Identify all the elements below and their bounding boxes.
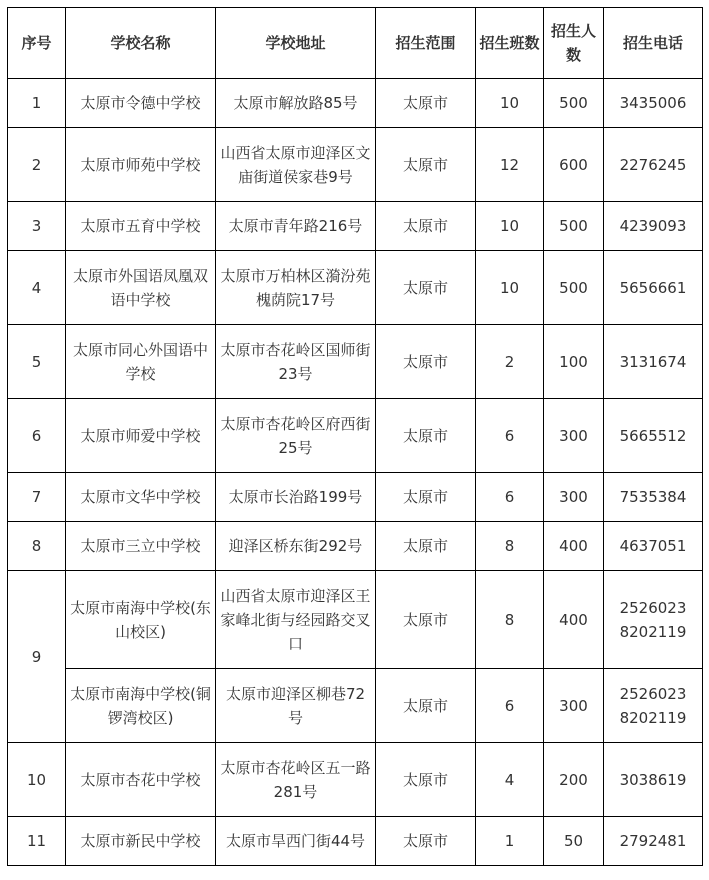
cell-scope: 太原市 xyxy=(376,522,476,571)
table-row xyxy=(8,743,703,817)
table-row xyxy=(8,473,703,522)
header-students: 招生人数 xyxy=(544,8,604,79)
cell-name: 太原市师苑中学校 xyxy=(66,128,216,202)
cell-name: 太原市新民中学校 xyxy=(66,817,216,866)
table-row xyxy=(8,399,703,473)
cell-students: 50 xyxy=(544,817,604,866)
phone-line: 2526023 xyxy=(619,684,687,703)
cell-no: 9 xyxy=(8,571,66,743)
cell-scope: 太原市 xyxy=(376,473,476,522)
cell-no: 6 xyxy=(8,399,66,473)
cell-phone: 2792481 xyxy=(604,817,703,866)
cell-no: 11 xyxy=(8,817,66,866)
cell-students: 600 xyxy=(544,128,604,202)
cell-classes: 10 xyxy=(476,202,544,251)
cell-phone: 5656661 xyxy=(604,251,703,325)
cell-classes: 1 xyxy=(476,817,544,866)
cell-scope: 太原市 xyxy=(376,571,476,669)
header-scope: 招生范围 xyxy=(376,8,476,79)
cell-students: 500 xyxy=(544,202,604,251)
phone-line: 8202119 xyxy=(619,622,687,641)
cell-students: 300 xyxy=(544,669,604,743)
header-phone: 招生电话 xyxy=(604,8,703,79)
cell-phone: 7535384 xyxy=(604,473,703,522)
cell-no: 2 xyxy=(8,128,66,202)
cell-no: 1 xyxy=(8,79,66,128)
cell-phone xyxy=(604,669,703,743)
cell-phone xyxy=(604,571,703,669)
cell-phone: 3131674 xyxy=(604,325,703,399)
cell-phone: 4239093 xyxy=(604,202,703,251)
cell-students: 400 xyxy=(544,571,604,669)
phone-line: 8202119 xyxy=(619,708,687,727)
cell-address: 太原市解放路85号 xyxy=(216,79,376,128)
cell-classes: 2 xyxy=(476,325,544,399)
cell-address: 太原市青年路216号 xyxy=(216,202,376,251)
cell-classes: 6 xyxy=(476,473,544,522)
cell-students: 100 xyxy=(544,325,604,399)
cell-phone: 5665512 xyxy=(604,399,703,473)
cell-phone: 3435006 xyxy=(604,79,703,128)
cell-classes: 10 xyxy=(476,251,544,325)
cell-name: 太原市文华中学校 xyxy=(66,473,216,522)
cell-name: 太原市五育中学校 xyxy=(66,202,216,251)
cell-scope: 太原市 xyxy=(376,669,476,743)
cell-address: 太原市杏花岭区五一路281号 xyxy=(216,743,376,817)
cell-classes: 4 xyxy=(476,743,544,817)
cell-classes: 6 xyxy=(476,669,544,743)
cell-address: 太原市杏花岭区府西街25号 xyxy=(216,399,376,473)
cell-no: 4 xyxy=(8,251,66,325)
cell-students: 500 xyxy=(544,251,604,325)
table-row xyxy=(8,79,703,128)
header-address: 学校地址 xyxy=(216,8,376,79)
header-no: 序号 xyxy=(8,8,66,79)
cell-classes: 10 xyxy=(476,79,544,128)
cell-phone: 4637051 xyxy=(604,522,703,571)
cell-students: 400 xyxy=(544,522,604,571)
header-classes: 招生班数 xyxy=(476,8,544,79)
cell-scope: 太原市 xyxy=(376,743,476,817)
cell-name: 太原市外国语凤凰双语中学校 xyxy=(66,251,216,325)
table-row xyxy=(8,202,703,251)
table-row xyxy=(8,669,703,743)
cell-scope: 太原市 xyxy=(376,79,476,128)
cell-students: 300 xyxy=(544,399,604,473)
cell-name: 太原市令德中学校 xyxy=(66,79,216,128)
cell-name: 太原市杏花中学校 xyxy=(66,743,216,817)
cell-address: 太原市迎泽区柳巷72号 xyxy=(216,669,376,743)
table-row xyxy=(8,522,703,571)
cell-name: 太原市南海中学校(铜锣湾校区) xyxy=(66,669,216,743)
cell-no: 3 xyxy=(8,202,66,251)
cell-students: 300 xyxy=(544,473,604,522)
cell-scope: 太原市 xyxy=(376,128,476,202)
cell-address: 太原市旱西门街44号 xyxy=(216,817,376,866)
cell-classes: 8 xyxy=(476,571,544,669)
phone-line: 2526023 xyxy=(619,598,687,617)
header-row xyxy=(8,8,703,79)
cell-classes: 6 xyxy=(476,399,544,473)
cell-name: 太原市师爱中学校 xyxy=(66,399,216,473)
cell-name: 太原市同心外国语中学校 xyxy=(66,325,216,399)
cell-name: 太原市三立中学校 xyxy=(66,522,216,571)
cell-no: 10 xyxy=(8,743,66,817)
cell-scope: 太原市 xyxy=(376,325,476,399)
enrollment-table xyxy=(7,7,703,866)
cell-no: 5 xyxy=(8,325,66,399)
table-row xyxy=(8,817,703,866)
cell-students: 200 xyxy=(544,743,604,817)
cell-address: 太原市杏花岭区国师街23号 xyxy=(216,325,376,399)
cell-scope: 太原市 xyxy=(376,399,476,473)
cell-classes: 8 xyxy=(476,522,544,571)
cell-no: 8 xyxy=(8,522,66,571)
table-row xyxy=(8,325,703,399)
cell-address: 太原市长治路199号 xyxy=(216,473,376,522)
cell-phone: 2276245 xyxy=(604,128,703,202)
cell-address: 太原市万柏林区漪汾苑槐荫院17号 xyxy=(216,251,376,325)
cell-address: 山西省太原市迎泽区王家峰北街与经园路交叉口 xyxy=(216,571,376,669)
table-row xyxy=(8,571,703,669)
cell-scope: 太原市 xyxy=(376,202,476,251)
table-row xyxy=(8,251,703,325)
cell-address: 山西省太原市迎泽区文庙街道侯家巷9号 xyxy=(216,128,376,202)
table-row xyxy=(8,128,703,202)
header-name: 学校名称 xyxy=(66,8,216,79)
cell-phone: 3038619 xyxy=(604,743,703,817)
cell-scope: 太原市 xyxy=(376,251,476,325)
cell-classes: 12 xyxy=(476,128,544,202)
cell-name: 太原市南海中学校(东山校区) xyxy=(66,571,216,669)
cell-scope: 太原市 xyxy=(376,817,476,866)
cell-address: 迎泽区桥东街292号 xyxy=(216,522,376,571)
cell-no: 7 xyxy=(8,473,66,522)
cell-students: 500 xyxy=(544,79,604,128)
